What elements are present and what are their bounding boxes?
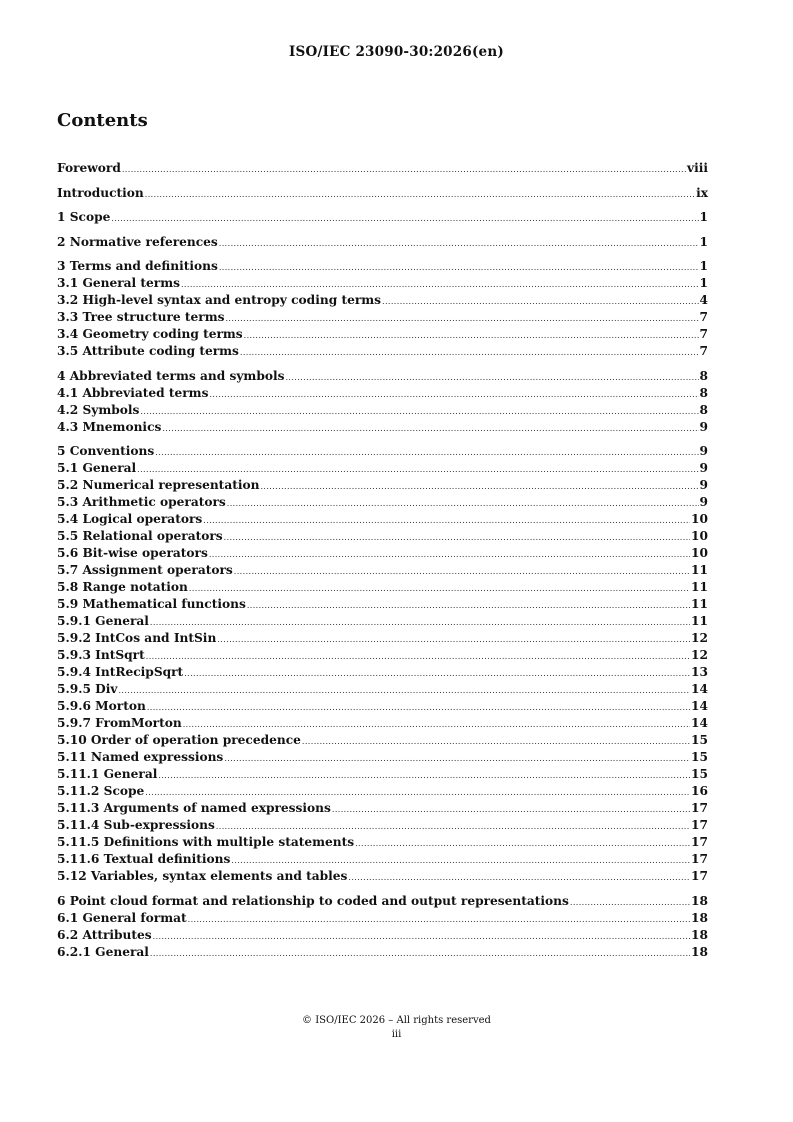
toc-entry-title: 5.11.6 Textual definitions bbox=[57, 852, 231, 866]
toc-dot-leader bbox=[184, 665, 690, 682]
toc-dot-leader bbox=[150, 945, 690, 962]
toc-entry-title: 2 Normative references bbox=[57, 234, 218, 249]
toc-entry-page: 11 bbox=[691, 597, 708, 611]
toc-entry[interactable] bbox=[57, 783, 708, 800]
toc-dot-leader bbox=[150, 614, 690, 631]
toc-entry-page: 11 bbox=[691, 580, 708, 594]
toc-entry[interactable] bbox=[57, 494, 708, 511]
toc-entry[interactable] bbox=[57, 613, 708, 630]
toc-entry-title: 5.7 Assignment operators bbox=[57, 563, 233, 577]
toc-entry-page: 10 bbox=[691, 546, 708, 560]
toc-entry[interactable] bbox=[57, 460, 708, 477]
toc-entry[interactable] bbox=[57, 477, 708, 494]
toc-dot-leader bbox=[122, 161, 686, 178]
toc-entry-page: 1 bbox=[699, 234, 708, 249]
toc-entry-title: 5.9.5 Div bbox=[57, 682, 118, 696]
toc-entry-page: 18 bbox=[691, 893, 708, 908]
toc-dot-leader bbox=[231, 852, 690, 869]
toc-entry-title: 5.6 Bit-wise operators bbox=[57, 546, 208, 560]
toc-dot-leader bbox=[145, 784, 690, 801]
toc-entry-title: 3.5 Attribute coding terms bbox=[57, 344, 239, 358]
toc-entry-page: 10 bbox=[691, 529, 708, 543]
toc-dot-leader bbox=[118, 682, 690, 699]
toc-dot-leader bbox=[240, 344, 699, 361]
toc-dot-leader bbox=[227, 495, 699, 512]
toc-entry-page: 11 bbox=[691, 614, 708, 628]
toc-entry-title: 6 Point cloud format and relationship to coded and output representations bbox=[57, 893, 569, 908]
toc-entry-page: 17 bbox=[691, 869, 708, 883]
toc-entry-title: 3 Terms and definitions bbox=[57, 259, 218, 273]
toc-entry-title: Introduction bbox=[57, 185, 144, 200]
toc-dot-leader bbox=[217, 631, 690, 648]
toc-entry[interactable] bbox=[57, 927, 708, 944]
toc-entry-title: 4.2 Symbols bbox=[57, 402, 140, 417]
toc-entry-page: 8 bbox=[699, 402, 708, 417]
toc-entry-title: 5.9.7 FromMorton bbox=[57, 716, 182, 730]
toc-dot-leader bbox=[355, 835, 690, 852]
toc-dot-leader bbox=[332, 801, 690, 818]
toc-dot-leader bbox=[146, 648, 690, 665]
toc-entry[interactable] bbox=[57, 368, 708, 385]
toc-entry-page: 9 bbox=[699, 419, 708, 434]
toc-entry-page: 7 bbox=[699, 327, 708, 341]
toc-entry[interactable] bbox=[57, 800, 708, 817]
toc-entry-title: 4 Abbreviated terms and symbols bbox=[57, 368, 285, 383]
toc-entry[interactable] bbox=[57, 275, 708, 292]
toc-entry-page: 15 bbox=[691, 733, 708, 747]
toc-dot-leader bbox=[162, 420, 698, 437]
toc-entry-page: 8 bbox=[699, 385, 708, 400]
toc-entry-page: 17 bbox=[691, 852, 708, 866]
toc-dot-leader bbox=[209, 386, 698, 403]
toc-dot-leader bbox=[382, 293, 698, 310]
toc-entry-page: 4 bbox=[699, 293, 708, 307]
toc-dot-leader bbox=[348, 869, 690, 886]
toc-entry[interactable] bbox=[57, 944, 708, 961]
toc-entry-page: 15 bbox=[691, 750, 708, 764]
toc-entry-title: 5.5 Relational operators bbox=[57, 529, 223, 543]
copyright-notice: © ISO/IEC 2026 – All rights reserved bbox=[302, 1015, 491, 1026]
toc-entry[interactable] bbox=[57, 698, 708, 715]
toc-entry[interactable] bbox=[57, 234, 708, 251]
toc-dot-leader bbox=[247, 597, 690, 614]
toc-entry[interactable] bbox=[57, 326, 708, 343]
toc-dot-leader bbox=[224, 529, 690, 546]
toc-entry-title: 5.1 General bbox=[57, 461, 137, 475]
toc-entry-title: 6.1 General format bbox=[57, 910, 187, 925]
toc-dot-leader bbox=[147, 699, 690, 716]
toc-entry-title: 5.9 Mathematical functions bbox=[57, 597, 246, 611]
toc-entry-page: 17 bbox=[691, 835, 708, 849]
toc-entry[interactable] bbox=[57, 402, 708, 419]
contents-heading: Contents bbox=[57, 110, 148, 131]
toc-entry[interactable] bbox=[57, 545, 708, 562]
toc-entry-page: 1 bbox=[699, 276, 708, 290]
toc-dot-leader bbox=[153, 928, 690, 945]
toc-entry-title: 5.2 Numerical representation bbox=[57, 478, 260, 492]
toc-entry[interactable] bbox=[57, 681, 708, 698]
toc-entry-title: 5.9.1 General bbox=[57, 614, 149, 628]
toc-dot-leader bbox=[158, 767, 690, 784]
toc-entry-page: 9 bbox=[699, 478, 708, 492]
table-of-contents bbox=[57, 160, 708, 961]
toc-entry-page: 11 bbox=[691, 563, 708, 577]
toc-entry-title: 5.11.3 Arguments of named expressions bbox=[57, 801, 331, 815]
toc-dot-leader bbox=[285, 369, 698, 386]
toc-dot-leader bbox=[244, 327, 699, 344]
toc-entry-title: 3.3 Tree structure terms bbox=[57, 310, 225, 324]
toc-entry-page: 10 bbox=[691, 512, 708, 526]
toc-entry[interactable] bbox=[57, 511, 708, 528]
toc-entry[interactable] bbox=[57, 258, 708, 275]
toc-entry-page: ix bbox=[696, 185, 708, 200]
page-footer bbox=[0, 1014, 793, 1042]
toc-entry-page: viii bbox=[687, 161, 708, 175]
toc-entry-title: 4.1 Abbreviated terms bbox=[57, 385, 209, 400]
toc-entry[interactable] bbox=[57, 343, 708, 360]
toc-entry[interactable] bbox=[57, 528, 708, 545]
toc-dot-leader bbox=[145, 186, 695, 203]
toc-entry-page: 14 bbox=[691, 699, 708, 713]
toc-entry-page: 9 bbox=[699, 495, 708, 509]
toc-entry-title: 5.11.1 General bbox=[57, 767, 158, 781]
toc-dot-leader bbox=[188, 911, 690, 928]
toc-dot-leader bbox=[234, 563, 690, 580]
toc-entry[interactable] bbox=[57, 893, 708, 910]
toc-entry[interactable] bbox=[57, 630, 708, 647]
toc-dot-leader bbox=[570, 894, 690, 911]
toc-dot-leader bbox=[209, 546, 690, 563]
toc-entry-title: 5.8 Range notation bbox=[57, 580, 188, 594]
toc-entry-page: 1 bbox=[699, 259, 708, 273]
toc-entry-title: 5.11.4 Sub-expressions bbox=[57, 818, 215, 832]
toc-dot-leader bbox=[155, 444, 698, 461]
toc-entry-page: 9 bbox=[699, 444, 708, 458]
toc-dot-leader bbox=[225, 310, 698, 327]
toc-entry[interactable] bbox=[57, 385, 708, 402]
toc-entry-title: 5.9.2 IntCos and IntSin bbox=[57, 631, 217, 645]
toc-entry-title: 5.9.3 IntSqrt bbox=[57, 648, 145, 662]
toc-entry[interactable] bbox=[57, 209, 708, 226]
toc-entry[interactable] bbox=[57, 868, 708, 885]
toc-entry-title: 5.10 Order of operation precedence bbox=[57, 733, 301, 747]
toc-entry[interactable] bbox=[57, 579, 708, 596]
toc-entry[interactable] bbox=[57, 185, 708, 202]
toc-entry-page: 13 bbox=[691, 665, 708, 679]
toc-entry[interactable] bbox=[57, 749, 708, 766]
toc-entry-title: 5.12 Variables, syntax elements and tables bbox=[57, 869, 348, 883]
toc-entry-title: 4.3 Mnemonics bbox=[57, 419, 162, 434]
toc-entry[interactable] bbox=[57, 664, 708, 681]
toc-entry-page: 18 bbox=[691, 927, 708, 942]
toc-entry[interactable] bbox=[57, 910, 708, 927]
toc-entry-page: 12 bbox=[691, 648, 708, 662]
toc-entry[interactable] bbox=[57, 443, 708, 460]
toc-entry-title: 3.4 Geometry coding terms bbox=[57, 327, 243, 341]
toc-dot-leader bbox=[183, 716, 690, 733]
toc-entry[interactable] bbox=[57, 647, 708, 664]
toc-entry-page: 14 bbox=[691, 682, 708, 696]
toc-entry-title: 1 Scope bbox=[57, 210, 111, 224]
toc-dot-leader bbox=[137, 461, 698, 478]
toc-dot-leader bbox=[189, 580, 690, 597]
toc-entry[interactable] bbox=[57, 834, 708, 851]
toc-entry-page: 12 bbox=[691, 631, 708, 645]
toc-entry-title: 6.2.1 General bbox=[57, 944, 149, 959]
toc-entry[interactable] bbox=[57, 309, 708, 326]
toc-entry[interactable] bbox=[57, 419, 708, 436]
toc-dot-leader bbox=[216, 818, 690, 835]
toc-entry-page: 1 bbox=[699, 210, 708, 224]
toc-entry-title: 5.11.5 Definitions with multiple statements bbox=[57, 835, 355, 849]
toc-dot-leader bbox=[181, 276, 699, 293]
toc-entry-page: 9 bbox=[699, 461, 708, 475]
toc-entry[interactable] bbox=[57, 817, 708, 834]
toc-entry-page: 15 bbox=[691, 767, 708, 781]
toc-dot-leader bbox=[203, 512, 690, 529]
toc-dot-leader bbox=[260, 478, 698, 495]
toc-entry[interactable] bbox=[57, 160, 708, 177]
toc-dot-leader bbox=[224, 750, 690, 767]
toc-entry-title: 5.11 Named expressions bbox=[57, 750, 224, 764]
toc-entry-page: 7 bbox=[699, 344, 708, 358]
toc-entry-title: 5.3 Arithmetic operators bbox=[57, 495, 226, 509]
toc-entry-title: 5.9.4 IntRecipSqrt bbox=[57, 665, 184, 679]
toc-entry-title: 6.2 Attributes bbox=[57, 927, 152, 942]
toc-entry-title: 3.2 High-level syntax and entropy coding terms bbox=[57, 293, 382, 307]
toc-dot-leader bbox=[111, 210, 698, 227]
toc-entry-title: 5.11.2 Scope bbox=[57, 784, 145, 798]
toc-entry-page: 17 bbox=[691, 801, 708, 815]
toc-entry[interactable] bbox=[57, 715, 708, 732]
toc-entry-title: 5.9.6 Morton bbox=[57, 699, 146, 713]
toc-entry-page: 18 bbox=[691, 944, 708, 959]
toc-entry-title: Foreword bbox=[57, 161, 121, 175]
document-header: ISO/IEC 23090-30:2026(en) bbox=[289, 44, 504, 60]
toc-entry[interactable] bbox=[57, 766, 708, 783]
toc-entry-page: 8 bbox=[699, 368, 708, 383]
toc-entry[interactable] bbox=[57, 732, 708, 749]
toc-entry-title: 5.4 Logical operators bbox=[57, 512, 203, 526]
toc-entry[interactable] bbox=[57, 596, 708, 613]
toc-entry[interactable] bbox=[57, 292, 708, 309]
toc-dot-leader bbox=[302, 733, 690, 750]
toc-dot-leader bbox=[140, 403, 698, 420]
page-number: iii bbox=[391, 1029, 402, 1040]
toc-entry-title: 3.1 General terms bbox=[57, 276, 180, 290]
toc-dot-leader bbox=[219, 235, 699, 252]
toc-dot-leader bbox=[219, 259, 699, 276]
toc-entry-page: 17 bbox=[691, 818, 708, 832]
toc-entry-page: 14 bbox=[691, 716, 708, 730]
toc-entry[interactable] bbox=[57, 562, 708, 579]
toc-entry[interactable] bbox=[57, 851, 708, 868]
toc-entry-page: 16 bbox=[691, 784, 708, 798]
toc-entry-page: 7 bbox=[699, 310, 708, 324]
toc-entry-title: 5 Conventions bbox=[57, 444, 155, 458]
toc-entry-page: 18 bbox=[691, 910, 708, 925]
